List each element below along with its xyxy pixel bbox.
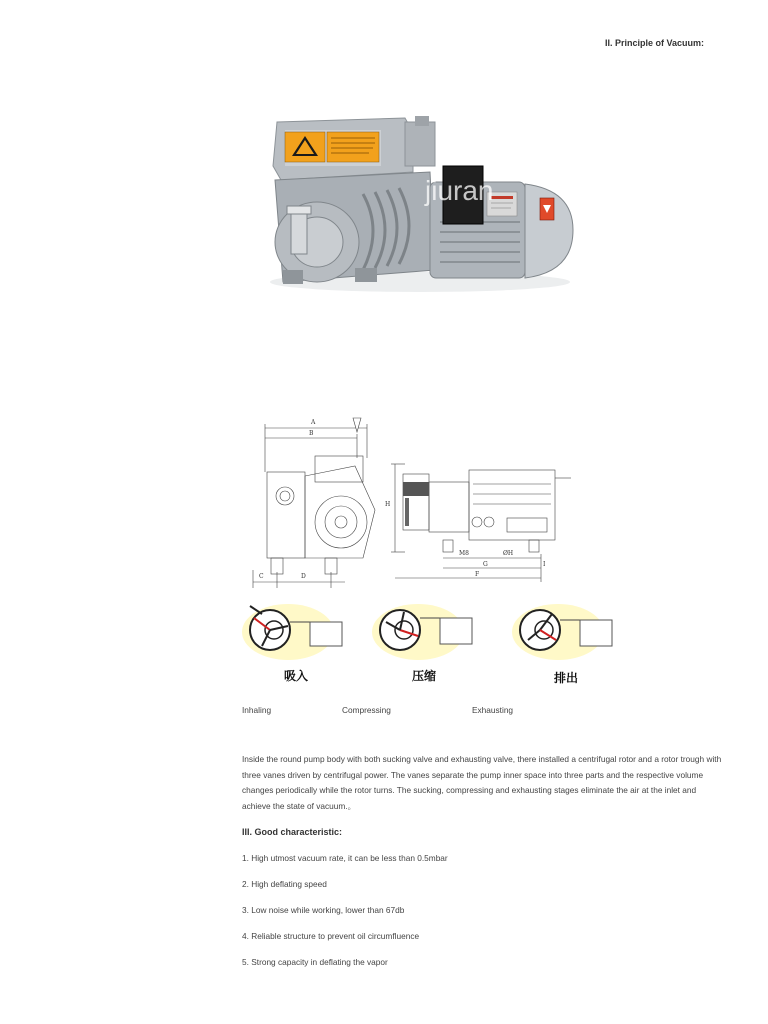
dim-b: B bbox=[309, 430, 314, 437]
stage-diagram-compressing bbox=[370, 600, 480, 662]
stage-label-cn-exhaust: 排出 bbox=[554, 671, 579, 685]
stage-label-inhaling: Inhaling bbox=[242, 705, 272, 715]
technical-drawing bbox=[245, 410, 590, 590]
dim-f: F bbox=[475, 571, 480, 578]
section-title-principle: II. Principle of Vacuum: bbox=[605, 38, 705, 48]
characteristic-item: 5. Strong capacity in deflating the vapor bbox=[242, 957, 388, 967]
dim-a: A bbox=[311, 419, 316, 426]
characteristic-item: 2. High deflating speed bbox=[242, 879, 327, 889]
stage-diagram-inhaling bbox=[240, 600, 350, 662]
dim-g: G bbox=[483, 561, 488, 568]
vacuum-pump-photo bbox=[255, 110, 585, 300]
dim-oh: ØH bbox=[503, 550, 514, 557]
dim-c: C bbox=[259, 573, 264, 580]
stage-label-exhausting: Exhausting bbox=[472, 705, 514, 715]
principle-description: Inside the round pump body with both sucking valve and exhausting valve, there installed a centrifugal rotor and a rotor trough with three vanes driven by centrifugal power. The vanes separate the pump inner space into three parts and the respective volume changes periodically while the rotor turns. The sucking, compressing and exhausting stages eliminate the air at the inlet and achieve the state of vacuum.。 bbox=[242, 754, 722, 811]
characteristic-item: 4. Reliable structure to prevent oil circumfluence bbox=[242, 931, 420, 941]
dim-i: I bbox=[543, 561, 546, 568]
stage-label-compressing: Compressing bbox=[342, 705, 391, 715]
stage-label-cn-inhale: 吸入 bbox=[284, 669, 309, 683]
stage-label-cn-compress: 压缩 bbox=[412, 669, 437, 683]
characteristic-item: 1. High utmost vacuum rate, it can be less than 0.5mbar bbox=[242, 853, 448, 863]
dim-h: H bbox=[385, 501, 391, 508]
dim-m8: M8 bbox=[459, 550, 469, 557]
stage-diagram-exhausting bbox=[510, 600, 620, 662]
watermark-text: jiuran bbox=[425, 175, 494, 206]
characteristic-item: 3. Low noise while working, lower than 67db bbox=[242, 905, 405, 915]
dim-d: D bbox=[301, 573, 306, 580]
section-title-characteristics: III. Good characteristic: bbox=[242, 827, 343, 837]
